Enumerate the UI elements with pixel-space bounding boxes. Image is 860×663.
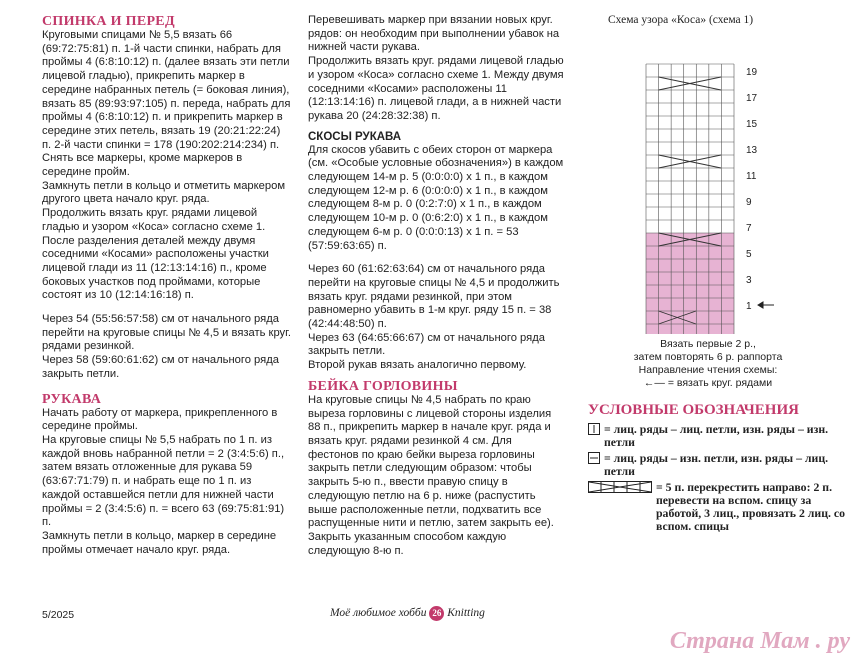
chart-note-3: Направление чтения схемы: — [638, 363, 778, 376]
chart-note-1: Вязать первые 2 р., — [660, 337, 756, 350]
paragraph: На круговые спицы № 5,5 набрать по 1 п. из каждой вновь набранной петли = 2 (3:4:5:6) п., затем вязать отложенные для рукава 59 (63:67:71:79) п. и набрать еще по 1 п. из каждой оставшейся петли для нижней части проймы = 2 (3:4:5:6) п. = всего 63 (69:75:81:91) п. — [42, 433, 285, 529]
subsection-title-bevels: СКОСЫ РУКАВА — [308, 130, 402, 143]
legend-title: УСЛОВНЫЕ ОБОЗНАЧЕНИЯ — [588, 401, 799, 418]
legend-text: = лиц. ряды – изн. петли, изн. ряды – лиц. петли — [604, 451, 829, 479]
row-direction-arrow — [758, 302, 774, 308]
paragraph: Через 63 (64:65:66:67) см от начального ряда закрыть петли. — [308, 331, 545, 358]
knit-stitch-icon — [588, 423, 600, 435]
magazine-name: Моё любимое хобби — [330, 607, 427, 620]
section-name: Knitting — [447, 607, 485, 620]
paragraph: Через 58 (59:60:61:62) см от начального ряда закрыть петли. — [42, 354, 279, 380]
cable-cross-icon — [588, 481, 652, 493]
chart-notes — [588, 338, 828, 390]
paragraph: На круговые спицы № 4,5 набрать по краю выреза горловины с лицевой стороны изделия 88 п., прикрепить маркер в начале круг. ряда и вязать круг. рядами резинкой 4 см. Для фестонов по краю бейки выреза горловины закрыть петли следующим образом: чтобы закрыть 5-ю п., ввести правую спицу в следующую петлю на 6 р. ниже (распустить выше расположенные петли, подхватить все распущенные нити и петлю, затем закрыть ее). Закрыть указанным способом каждую следующую 8-ю п. — [308, 393, 554, 557]
arrow-left-icon: ←— — [643, 376, 665, 389]
paragraph: Перевешивать маркер при вязании новых круг. рядов: он необходим при выполнении убавок на нижней части рукава. — [308, 14, 560, 54]
paragraph: Через 60 (61:62:63:64) см от начального ряда перейти на круговые спицы № 4,5 и продолжить вязать круг. рядами резинкой, при этом равномерно убавить в 1-м круг. ряду 15 п. = 38 (42:44:48:50) п. — [308, 263, 560, 331]
page-number: 26 — [429, 606, 444, 621]
legend-item-cable — [588, 481, 848, 533]
magazine-footer — [330, 606, 485, 621]
row-number: 7 — [746, 222, 752, 234]
chart-title: Схема узора «Коса» (схема 1) — [608, 14, 754, 26]
chart-repeat-fill — [646, 233, 734, 334]
section-title-neckband: БЕЙКА ГОРЛОВИНЫ — [308, 378, 458, 394]
legend-text: = 5 п. перекрестить направо: 2 п. перевести на вспом. спицу за работой, 3 лиц., провязать 2 лиц. со вспом. спицы — [656, 480, 846, 534]
purl-stitch-icon — [588, 452, 600, 464]
paragraph: Второй рукав вязать аналогично первому. — [308, 359, 527, 372]
watermark: Страна Мам . ру — [669, 628, 850, 654]
chart-note-4: = вязать круг. рядами — [667, 376, 773, 389]
column-middle — [308, 14, 564, 558]
paragraph: Для скосов убавить с обеих сторон от маркера (см. «Особые условные обозначения») в каждом следующем 14-м р. 5 (0:0:0:0) х 1 п., в каждом следующем 12-м р. 6 (0:0:0:0) х 1 п., в каждом следующем 8-м р. 0 (0:2:7:0) х 1 п., в каждом следующем 10-м р. 0 (0:6:2:0) х 1 п., в каждом следующем 6-м р. 0 (0:0:0:13) х 1 п. = 53 (57:59:63:65) п. — [308, 143, 564, 252]
paragraph: Замкнуть петли в кольцо и отметить маркером другого цвета начало круг. ряда. — [42, 179, 286, 206]
row-number: 9 — [746, 196, 752, 208]
column-left — [42, 14, 292, 557]
chart-note-4-row — [588, 377, 828, 390]
paragraph: Замкнуть петли в кольцо, маркер в середине проймы отмечает начало круг. ряда. — [42, 529, 277, 556]
row-number: 5 — [746, 248, 752, 260]
knitting-chart — [588, 34, 818, 334]
section-title-back-front: СПИНКА И ПЕРЕД — [42, 14, 175, 29]
issue-number: 5/2025 — [42, 609, 75, 621]
legend-item-knit — [588, 423, 848, 449]
legend-text: = лиц. ряды – лиц. петли, изн. ряды – изн. петли — [604, 422, 829, 450]
row-number: 3 — [746, 274, 752, 286]
row-number: 19 — [746, 66, 758, 78]
chart-note-2: затем повторять 6 р. раппорта — [633, 350, 783, 363]
paragraph: Начать работу от маркера, прикрепленного в середине проймы. — [42, 406, 278, 433]
paragraph: Круговыми спицами № 5,5 вязать 66 (69:72:75:81) п. 1-й части спинки, набрать для проймы 4 (6:8:10:12) п. (далее вязать эти петли лицевой гладью), прикрепить маркер в середине набранных петель (= боковая линия), вязать 85 (89:93:97:105) п. переда, набрать для проймы 4 (6:8:10:12) п. и прикрепить маркер в середине этих петель, вязать 19 (20:21:22:24) п. 2-й части спинки = 178 (190:202:214:234) п. Снять все маркеры, кроме маркеров в середине пройм. — [42, 29, 291, 179]
row-number: 15 — [746, 118, 758, 130]
row-number: 1 — [746, 300, 752, 312]
paragraph: Продолжить вязать круг. рядами лицевой гладью и узором «Коса» согласно схеме 1. Между двумя соседними «Косами» расположены 11 (12:13:14:16) п. лицевой глади, а в нижней части рукава 20 (24:28:32:38) п. — [308, 55, 564, 122]
row-number: 11 — [746, 170, 757, 182]
row-number: 17 — [746, 92, 758, 104]
paragraph: Продолжить вязать круг. рядами лицевой гладью и узором «Коса» согласно схеме 1. После разделения деталей между двумя соседними «Косами» расположены участки лицевой глади из 11 (12:13:14:16) п., кроме боковых участков под проймами, которые состоят из 10 (12:14:16:18) п. — [42, 207, 269, 302]
paragraph: Через 54 (55:56:57:58) см от начального ряда перейти на круговые спицы № 4,5 и вязать круг. рядами резинкой. — [42, 313, 291, 353]
section-title-sleeves: РУКАВА — [42, 391, 102, 407]
column-right — [588, 14, 848, 536]
row-number: 13 — [746, 144, 758, 156]
legend-item-purl — [588, 452, 848, 478]
